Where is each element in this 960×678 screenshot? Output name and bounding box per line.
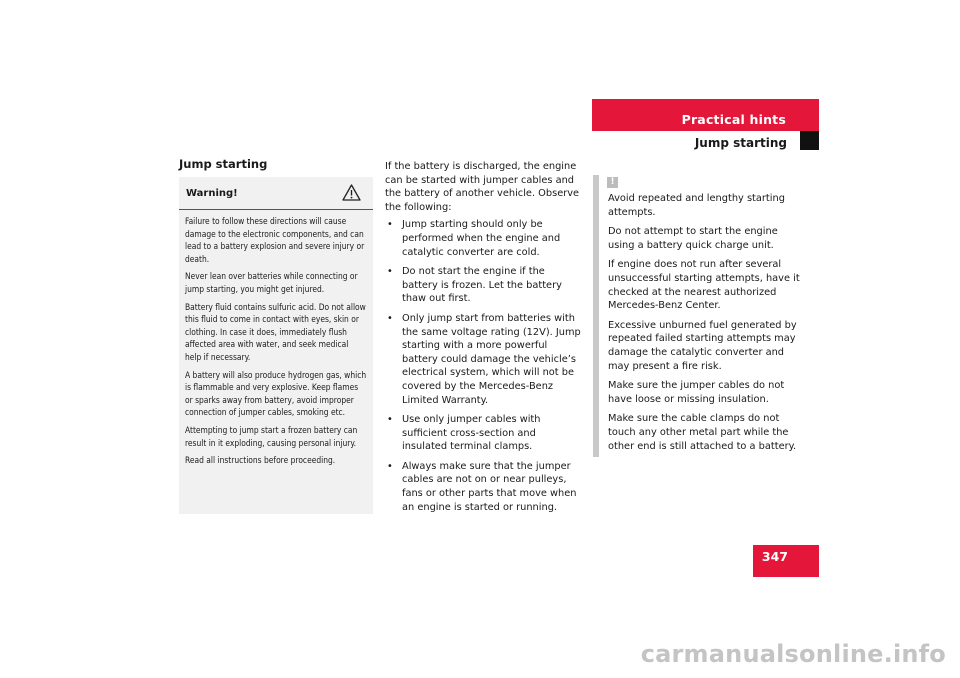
warning-label: Warning! xyxy=(186,188,238,199)
warning-paragraph: Failure to follow these directions will cause damage to the electronic components, and can lead to a battery explosion and severe injury or death. xyxy=(185,216,365,264)
note-paragraph: Excessive unburned fuel generated by repeated failed starting attempts may damage the catalytic converter and may present a fire risk. xyxy=(608,319,797,372)
list-item-text: Always make sure that the jumper cables are not on or near pulleys, fans or other parts that move when an engine is started or running. xyxy=(402,460,577,513)
note-paragraph: If engine does not run after several unsuccessful starting attempts, have it checked at the nearest authorized Mercedes-Benz Center. xyxy=(608,259,800,312)
note-body xyxy=(608,192,800,459)
page-number: 347 xyxy=(761,549,788,564)
watermark-text: carmanualsonline.info xyxy=(640,640,946,668)
warning-triangle-icon xyxy=(342,184,361,201)
list-item xyxy=(385,413,581,454)
list-item-text: Jump starting should only be performed when the engine and catalytic converter are cold. xyxy=(402,219,561,258)
warning-header xyxy=(179,177,373,210)
main-text-column xyxy=(385,160,581,520)
chapter-title: Practical hints xyxy=(681,112,786,127)
bullet-icon: • xyxy=(387,460,393,472)
warning-paragraph: Battery fluid contains sulfuric acid. Do not allow this fluid to come in contact with eyes, skin or clothing. In case it does, immediately flush affected area with water, and seek medical help if necessary. xyxy=(185,301,366,362)
list-item xyxy=(385,265,581,306)
warning-body xyxy=(179,210,373,467)
note-paragraph: Avoid repeated and lengthy starting attempts. xyxy=(608,193,785,218)
bullet-icon: • xyxy=(387,219,393,231)
bullet-icon: • xyxy=(387,312,393,324)
note-exclamation-icon: ! xyxy=(607,177,618,188)
warning-box xyxy=(179,177,373,514)
warning-paragraph: Read all instructions before proceeding. xyxy=(185,455,336,466)
note-box xyxy=(593,175,799,457)
list-item-text: Use only jumper cables with sufficient cross-section and insulated terminal clamps. xyxy=(402,414,541,453)
header-band xyxy=(592,99,819,131)
list-item xyxy=(385,460,581,514)
note-paragraph: Make sure the jumper cables do not have loose or missing insulation. xyxy=(608,380,785,405)
bullet-icon: • xyxy=(387,266,393,278)
section-title: Jump starting xyxy=(179,157,268,171)
list-item-text: Only jump start from batteries with the same voltage rating (12V). Jump starting with a more powerful battery could damage the vehicle’s electrical system, which will not be covered by the Mercedes-Benz Limited Warranty. xyxy=(402,312,581,406)
precaution-list xyxy=(385,218,581,514)
intro-paragraph: If the battery is discharged, the engine can be started with jumper cables and the battery of another vehicle. Observe the following: xyxy=(385,161,580,213)
header-corner-block xyxy=(800,131,819,150)
list-item xyxy=(385,312,581,407)
chapter-subtitle: Jump starting xyxy=(694,136,787,150)
warning-paragraph: Never lean over batteries while connecting or jump starting, you might get injured. xyxy=(185,271,358,294)
warning-paragraph: A battery will also produce hydrogen gas, which is flammable and very explosive. Keep flames or sparks away from battery, avoid improper connection of jumper cables, smoking etc. xyxy=(185,369,367,418)
list-item xyxy=(385,218,581,259)
bullet-icon: • xyxy=(387,414,393,426)
note-paragraph: Make sure the cable clamps do not touch any other metal part while the other end is still attached to a battery. xyxy=(608,413,797,452)
list-item-text: Do not start the engine if the battery is frozen. Let the battery thaw out first. xyxy=(402,266,562,305)
header-subtitle-band xyxy=(592,131,800,152)
page-number-band xyxy=(753,545,819,577)
warning-paragraph: Attempting to jump start a frozen battery can result in it exploding, causing personal injury. xyxy=(185,424,358,448)
note-paragraph: Do not attempt to start the engine using a battery quick charge unit. xyxy=(608,226,778,251)
